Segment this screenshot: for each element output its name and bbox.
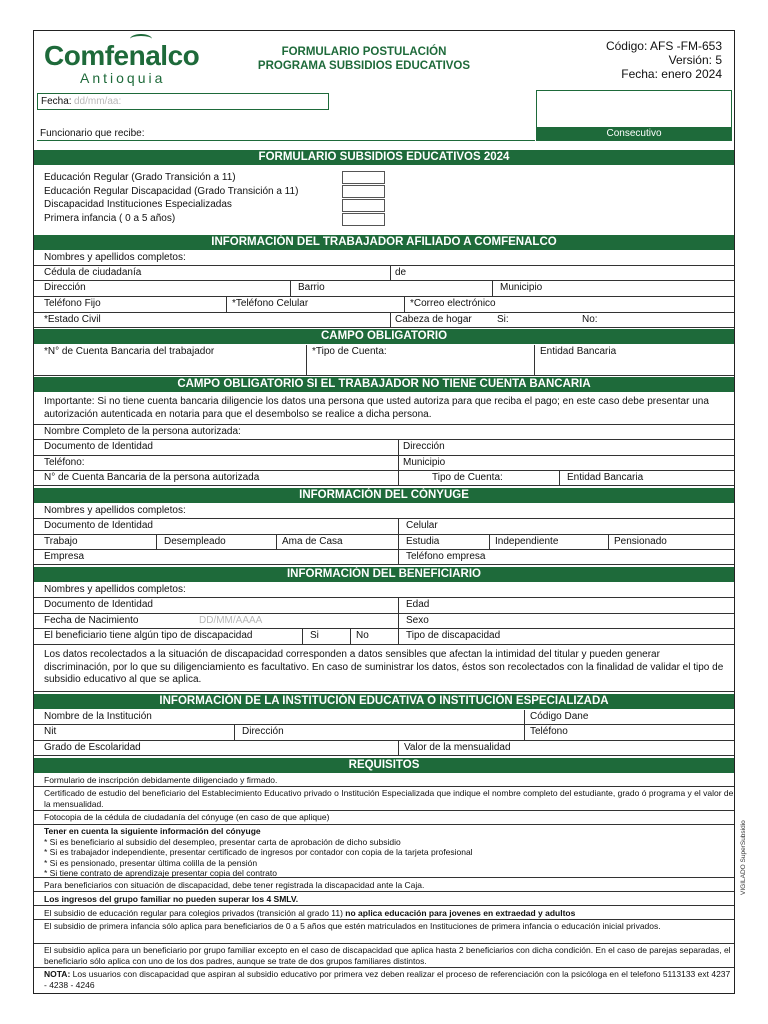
institucion-grado-row[interactable] — [34, 741, 734, 756]
date-text: Fecha: enero 2024 — [621, 67, 722, 81]
section-requisitos: REQUISITOS — [34, 758, 734, 773]
section-beneficiario: INFORMACIÓN DEL BENEFICIARIO — [34, 567, 734, 582]
beneficiario-discapacidad-label: El beneficiario tiene algún tipo de discapacidad — [44, 630, 253, 641]
consecutivo-box[interactable] — [536, 90, 732, 128]
grado-label: Grado de Escolaridad — [44, 742, 141, 753]
discapacidad-no-option[interactable]: No — [356, 630, 369, 641]
cuenta-tipo-label: *Tipo de Cuenta: — [312, 346, 387, 357]
telefono-fijo-label: Teléfono Fijo — [44, 298, 101, 309]
estado-civil-label: *Estado Civil — [44, 314, 101, 325]
logo-name: Comfenalco — [44, 40, 200, 71]
fecha-label: Fecha: — [41, 96, 72, 107]
discapacidad-si-option[interactable]: Si — [310, 630, 319, 641]
funcionario-field[interactable] — [37, 127, 535, 141]
beneficiario-discapacidad-row[interactable] — [34, 629, 734, 645]
requisito-6: Los ingresos del grupo familiar no pueden superar los 4 SMLV. — [34, 892, 734, 906]
institucion-nombre-row[interactable] — [34, 710, 734, 725]
conyuge-nombres-row[interactable] — [34, 504, 734, 519]
conyuge-ocupacion-row[interactable] — [34, 535, 734, 550]
institucion-telefono-label: Teléfono — [530, 726, 568, 737]
title-line-1: FORMULARIO POSTULACIÓN — [281, 46, 447, 58]
requisito-10 — [34, 968, 734, 993]
beneficiario-nota: Los datos recolectados a la situación de discapacidad corresponden a datos sensibles que afectan la intimidad del titular y pueden generar discriminación, por lo que su diligenciamiento es facultativo. En caso de suministrar los datos, éstos son recolectados con la finalidad de validar el tipo de subsidio educativo al que se aplica. — [44, 649, 724, 685]
conyuge-pensionado-option[interactable]: Pensionado — [614, 536, 667, 547]
institucion-direccion-label: Dirección — [242, 726, 284, 737]
institucion-nombre-label: Nombre de la Institución — [44, 711, 152, 722]
conyuge-nombres-label: Nombres y apellidos completos: — [44, 505, 186, 516]
conyuge-independiente-option[interactable]: Independiente — [495, 536, 559, 547]
beneficiario-documento-row[interactable] — [34, 598, 734, 614]
beneficiario-nota-row — [34, 645, 734, 692]
fecha-placeholder: dd/mm/aa: — [74, 96, 122, 107]
section-trabajador: INFORMACIÓN DEL TRABAJADOR AFILIADO A COMFENALCO — [34, 235, 734, 250]
cuenta-row[interactable] — [34, 345, 734, 376]
requisito-7-text: El subsidio de educación regular para colegios privados (transición al grado 11) — [44, 908, 346, 918]
institucion-nit-row[interactable] — [34, 725, 734, 741]
conyuge-celular-label: Celular — [406, 520, 438, 531]
cabeza-no-label: No: — [582, 314, 598, 325]
section-conyuge: INFORMACIÓN DEL CÓNYUGE — [34, 488, 734, 503]
requisito-8: El subsidio de primera infancia sólo aplica para beneficiarios de 0 a 5 años que estén matriculados en Instituciones de primera infancia o educación inicial privados. — [34, 920, 734, 944]
nota-label: NOTA: — [44, 969, 73, 979]
cuenta-numero-label: *N° de Cuenta Bancaria del trabajador — [44, 346, 215, 357]
conyuge-empresa-label: Empresa — [44, 551, 85, 562]
autorizada-cuenta-label: N° de Cuenta Bancaria de la persona autorizada — [44, 472, 260, 483]
title-line-2: PROGRAMA SUBSIDIOS EDUCATIVOS — [257, 60, 471, 72]
cabeza-hogar-label: Cabeza de hogar — [395, 314, 472, 325]
barrio-label: Barrio — [298, 282, 325, 293]
beneficiario-nombres-label: Nombres y apellidos completos: — [44, 584, 186, 595]
autorizada-telefono-label: Teléfono: — [44, 457, 85, 468]
requisito-4-line: * Si es trabajador independiente, presentar certificado de ingresos por contador con copia de la tarjeta profesional — [44, 847, 473, 857]
valor-mensualidad-label: Valor de la mensualidad — [404, 742, 511, 753]
fecha-field[interactable] — [37, 93, 329, 110]
version-text: Versión: 5 — [668, 53, 722, 67]
program-option: Discapacidad Instituciones Especializadas — [44, 199, 232, 210]
beneficiario-nombres-row[interactable] — [34, 583, 734, 598]
requisito-1: Formulario de inscripción debidamente diligenciado y firmado. — [34, 774, 734, 787]
beneficiario-fecha-label: Fecha de Nacimiento — [44, 615, 139, 626]
requisito-7 — [34, 906, 734, 920]
conyuge-telefono-empresa-label: Teléfono empresa — [406, 551, 486, 562]
beneficiario-sexo-label: Sexo — [406, 615, 429, 626]
section-institucion: INFORMACIÓN DE LA INSTITUCIÓN EDUCATIVA O INSTITUCIÓN ESPECIALIZADA — [34, 694, 734, 709]
conyuge-empresa-row[interactable] — [34, 550, 734, 565]
autorizada-documento-label: Documento de Identidad — [44, 441, 153, 452]
autorizada-municipio-label: Municipio — [403, 457, 446, 468]
autorizada-cuenta-row[interactable] — [34, 471, 734, 486]
requisito-4-line: * Si es pensionado, presentar última colilla de la pensión — [44, 857, 258, 868]
autorizada-tipo-cuenta-label: Tipo de Cuenta: — [432, 472, 503, 483]
autorizada-nombre-label: Nombre Completo de la persona autorizada: — [44, 426, 241, 437]
tipo-discapacidad-label: Tipo de discapacidad — [406, 630, 501, 641]
conyuge-estudia-option[interactable]: Estudia — [406, 536, 440, 547]
trabajador-estado-row[interactable] — [34, 313, 734, 328]
program-option: Educación Regular (Grado Transición a 11) — [44, 172, 236, 183]
requisito-9: El subsidio aplica para un beneficiario por grupo familiar excepto en el caso de discapacidad que aplica hasta 2 beneficiarios con dicha condición. En el caso de parejas separadas, el beneficiario sólo aplica con uno de los dos padres, aunque se trate de dos grupos familiares distintos. — [34, 944, 734, 968]
autorizada-nombre-row[interactable] — [34, 425, 734, 440]
program-checkbox-2[interactable] — [342, 185, 385, 198]
nota-text: Los usuarios con discapacidad que aspiran al subsidio educativo por primera vez deben realizar el proceso de referenciación con la psicóloga en el telefono 5113133 ext 4237 - 4238 - 4246 — [44, 969, 731, 990]
trabajador-nombres-row[interactable] — [34, 251, 734, 266]
program-checkbox-3[interactable] — [342, 199, 385, 212]
cabeza-si-label: Si: — [497, 314, 509, 325]
autorizada-direccion-label: Dirección — [403, 441, 445, 452]
consecutivo-label: Consecutivo — [536, 127, 732, 141]
document-code — [606, 39, 722, 81]
requisito-3: Fotocopia de la cédula de ciudadanía del cónyuge (en caso de que aplique) — [34, 811, 734, 825]
beneficiario-edad-label: Edad — [406, 599, 430, 610]
requisito-4 — [34, 825, 734, 878]
autorizada-telefono-row[interactable] — [34, 456, 734, 471]
trabajador-telefono-row[interactable] — [34, 297, 734, 313]
requisito-4-line: * Si es beneficiario al subsidio del desempleo, presentar carta de aprobación de dicho subsidio — [44, 836, 401, 847]
conyuge-trabajo-option[interactable]: Trabajo — [44, 536, 78, 547]
autorizada-entidad-label: Entidad Bancaria — [567, 472, 644, 483]
nit-label: Nit — [44, 726, 57, 737]
trabajador-cedula-row[interactable] — [34, 266, 734, 281]
program-options — [44, 171, 298, 225]
program-option: Educación Regular Discapacidad (Grado Transición a 11) — [44, 185, 299, 197]
importante-note: Importante: Si no tiene cuenta bancaria diligencie los datos una persona que usted autoriza para que reciba el pago; en este caso debe presentar una autorización autenticada en notaria para que el desembolso se realice a dicha persona. — [44, 396, 709, 420]
section-campo-obligatorio: CAMPO OBLIGATORIO — [34, 329, 734, 344]
form-page — [33, 30, 735, 994]
form-title — [244, 45, 484, 73]
code-text: Código: AFS -FM-653 — [605, 39, 722, 53]
de-label: de — [395, 267, 407, 278]
requisito-4-line: * Si tiene contrato de aprendizaje presentar copia del contrato — [44, 868, 277, 878]
requisito-7-bold: no aplica educación para jovenes en extraedad y adultos — [345, 908, 576, 918]
cuenta-entidad-label: Entidad Bancaria — [540, 346, 617, 357]
requisito-2: Certificado de estudio del beneficiario del Establecimiento Educativo privado o Institución Especializada que indique el nombre completo del estudiante, grado ó programa y el valor de la mensualidad. — [34, 787, 734, 811]
beneficiario-documento-label: Documento de Identidad — [44, 599, 153, 610]
vigilado-mark: VIGILADO SuperSubsidio — [740, 820, 747, 895]
program-option: Primera infancia ( 0 a 5 años) — [44, 212, 176, 224]
beneficiario-fecha-row[interactable] — [34, 614, 734, 629]
section-formulario: FORMULARIO SUBSIDIOS EDUCATIVOS 2024 — [34, 150, 734, 165]
conyuge-documento-row[interactable] — [34, 519, 734, 535]
direccion-label: Dirección — [44, 282, 86, 293]
section-campo-sin-cuenta: CAMPO OBLIGATORIO SI EL TRABAJADOR NO TIENE CUENTA BANCARIA — [34, 377, 734, 392]
conyuge-ama-casa-option[interactable]: Ama de Casa — [282, 536, 343, 547]
funcionario-label: Funcionario que recibe: — [40, 128, 145, 139]
telefono-celular-label: *Teléfono Celular — [232, 298, 309, 309]
requisito-5: Para beneficiarios con situación de discapacidad, debe tener registrada la discapacidad ante la Caja. — [34, 878, 734, 892]
conyuge-desempleado-option[interactable]: Desempleado — [164, 536, 226, 547]
codigo-dane-label: Código Dane — [530, 711, 589, 722]
logo-region: Antioquia — [80, 70, 166, 86]
importante-row — [34, 393, 734, 425]
trabajador-nombres-label: Nombres y apellidos completos: — [44, 252, 186, 263]
requisito-4-title: Tener en cuenta la siguiente información del cónyuge — [44, 826, 261, 836]
trabajador-direccion-row[interactable] — [34, 281, 734, 297]
autorizada-documento-row[interactable] — [34, 440, 734, 456]
program-checkbox-4[interactable] — [342, 213, 385, 226]
correo-label: *Correo electrónico — [410, 298, 496, 309]
program-checkbox-1[interactable] — [342, 171, 385, 184]
beneficiario-fecha-placeholder: DD/MM/AAAA — [199, 615, 263, 626]
conyuge-documento-label: Documento de Identidad — [44, 520, 153, 531]
municipio-label: Municipio — [500, 282, 543, 293]
cedula-label: Cédula de ciudadanía — [44, 267, 142, 278]
